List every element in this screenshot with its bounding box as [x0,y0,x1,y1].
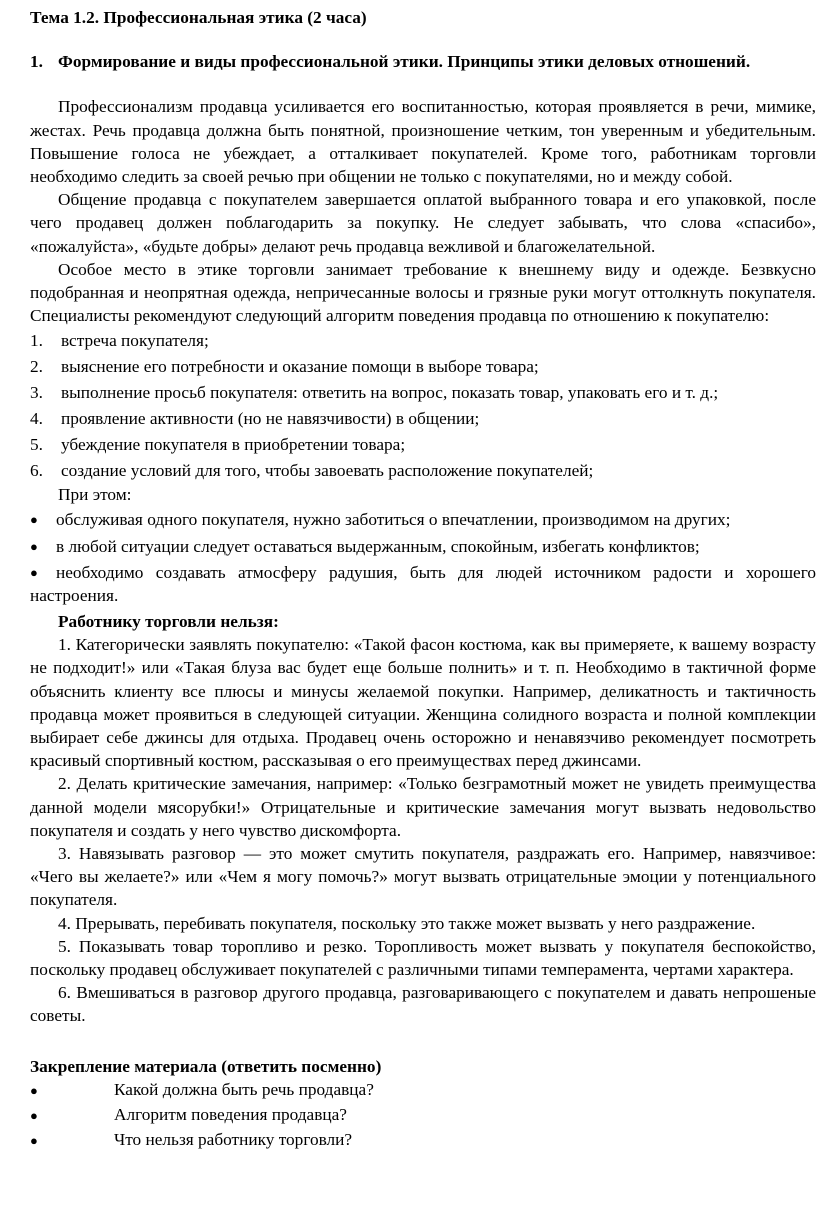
bullet-item [30,507,816,533]
bullet-icon: ● [30,564,38,580]
paragraph: Особое место в этике торговли занимает требование к внешнему виду и одежде. Безвкусно подобранная и неопрятная одежда, непричесанные волосы и грязные руки могут оттолкнуть покупателя. Специалисты рекомендуют следующий алгоритм поведения продавца по отношению к покупателю: [30,259,816,326]
item-text: убеждение покупателя в приобретении товара; [61,434,406,454]
bullet-text: в любой ситуации следует оставаться выдержанным, спокойным, избегать конфликтов; [56,536,700,556]
bullet-item [30,533,816,559]
item-number: 4. [30,408,43,428]
bullet-icon: ● [30,1108,38,1124]
review-item [30,1128,816,1153]
algorithm-item [30,379,816,405]
item-number: 5. [30,434,43,454]
item-text: создание условий для того, чтобы завоевать расположение покупателей; [61,460,594,480]
forbidden-item: 2. Делать критические замечания, например: «Только безграмотный может не увидеть преимущества данной модели мясорубки!» Отрицательные и критические замечания могут вызвать недовольство покупателя и создать у него чувство дискомфорта. [30,774,816,840]
section-heading-text: Формирование и виды профессиональной этики. Принципы этики деловых отношений. [58,52,751,72]
review-question: Что нельзя работнику торговли? [114,1130,353,1150]
forbidden-item: 3. Навязывать разговор — это может смутить покупателя, раздражать его. Например, навязчивое: «Чего вы желаете?» или «Чем я могу помочь?» могут вызвать отрицательные эмоции у потенциального покупателя. [30,843,816,910]
bullet-icon: ● [30,1133,38,1149]
forbidden-item: 5. Показывать товар торопливо и резко. Торопливость может вызвать у покупателя беспокойство, поскольку продавец обслуживает покупателей с различными типами темперамента, чертами характера. [30,936,816,979]
item-text: выяснение его потребности и оказание помощи в выборе товара; [61,356,539,376]
bullet-icon: ● [30,512,38,528]
item-number: 2. [30,356,43,376]
algorithm-item [30,327,816,353]
review-item [30,1078,816,1103]
forbidden-item: 6. Вмешиваться в разговор другого продавца, разговаривающего с покупателем и давать непрошеные советы. [30,983,816,1026]
forbidden-item: 4. Прерывать, перебивать покупателя, поскольку это также может вызвать у него раздражение. [58,913,756,933]
forbidden-heading: Работнику торговли нельзя: [58,611,279,631]
review-question: Какой должна быть речь продавца? [114,1080,374,1100]
item-text: встреча покупателя; [61,330,209,350]
item-number: 6. [30,460,43,480]
section-number: 1. [30,52,43,72]
bullet-icon: ● [30,1083,38,1099]
review-heading: Закрепление материала (ответить посменно) [30,1056,382,1076]
algorithm-item [30,405,816,431]
forbidden-item: 1. Категорически заявлять покупателю: «Такой фасон костюма, как вы примеряете, к вашему возрасту не подходит!» или «Такая блуза вас будет еще больше полнить» и т. п. Необходимо в тактичной форме объяснить клиенту все плюсы и минусы желаемой покупки. Например, деликатность и тактичность продавца может проявиться в следующей ситуации. Женщина солидного возраста и полной комплекции выбирает себе джинсы для отдыха. Продавец очень осторожно и ненавязчиво рекомендует посмотреть красивый спортивный костюм, рассказывая о его преимуществах перед джинсами. [30,635,816,771]
bullet-item [30,559,816,609]
topic-title: Тема 1.2. Профессиональная этика (2 часа) [30,8,367,27]
bullet-text: необходимо создавать атмосферу радушия, быть для людей источником радости и хорошего настроения. [30,562,816,606]
pri-etom-label: При этом: [58,485,132,505]
bullet-text: обслуживая одного покупателя, нужно заботиться о впечатлении, производимом на других; [56,510,731,530]
paragraph: Профессионализм продавца усиливается его воспитанностью, которая проявляется в речи, мимике, жестах. Речь продавца должна быть понятной, произношение четким, тон уверенным и убедительным. Повышение голоса не убеждает, а отталкивает покупателей. Кроме того, работникам торговли необходимо следить за своей речью при общении не только с покупателями, но и между собой. [30,97,816,187]
algorithm-item [30,457,816,483]
review-question: Алгоритм поведения продавца? [114,1105,347,1125]
algorithm-list [30,327,816,483]
bullet-list [30,507,816,609]
paragraph: Общение продавца с покупателем завершается оплатой выбранного товара и его упаковкой, после чего продавец должен поблагодарить за покупку. Не следует забывать, что слова «спасибо», «пожалуйста», «будьте добры» делают речь продавца вежливой и благожелательной. [30,190,816,256]
item-number: 1. [30,330,43,350]
section-heading [30,50,816,73]
review-item [30,1103,816,1128]
algorithm-item [30,431,816,457]
item-number: 3. [30,382,43,402]
item-text: проявление активности (но не навязчивости) в общении; [61,408,480,428]
bullet-icon: ● [30,538,38,554]
algorithm-item [30,353,816,379]
review-list [30,1078,816,1153]
item-text: выполнение просьб покупателя: ответить на вопрос, показать товар, упаковать его и т. д.; [61,382,719,402]
document-body [30,6,816,1153]
